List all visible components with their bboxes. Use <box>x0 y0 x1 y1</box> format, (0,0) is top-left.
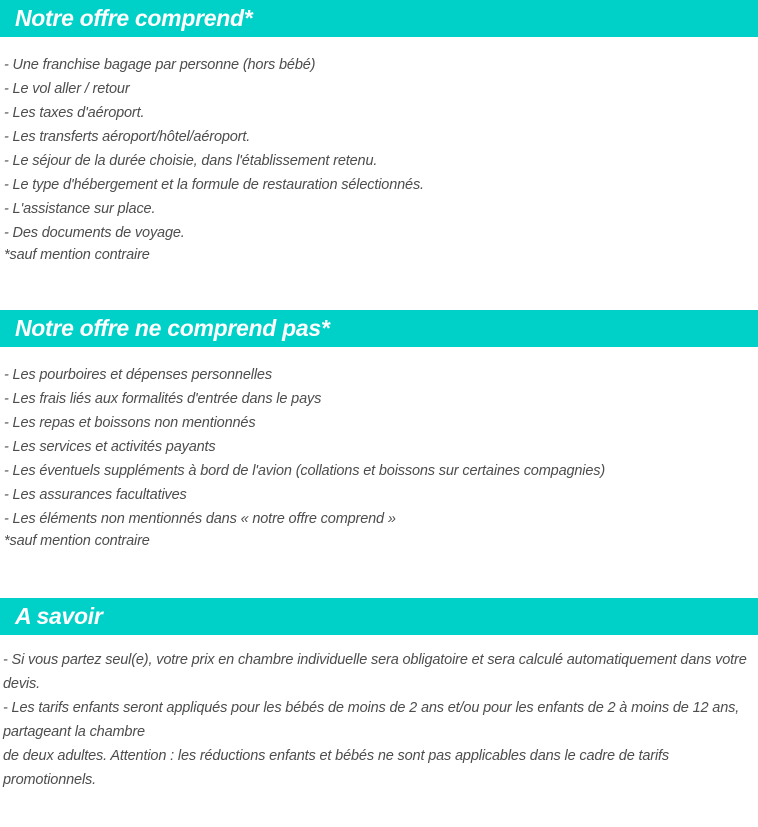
section-footnote: *sauf mention contraire <box>4 247 150 263</box>
list-item: - Le séjour de la durée choisie, dans l'établissement retenu. <box>4 153 378 169</box>
section-offer-excluded <box>0 310 758 551</box>
section-offer-included <box>0 0 758 265</box>
list-item: - Le type d'hébergement et la formule de restauration sélectionnés. <box>4 177 424 193</box>
list-item: - L'assistance sur place. <box>4 201 156 217</box>
section-body-good-to-know <box>0 648 758 792</box>
list-item: - Les taxes d'aéroport. <box>4 105 145 121</box>
list-item: - Le vol aller / retour <box>4 81 130 97</box>
section-header-good-to-know: A savoir <box>0 598 758 635</box>
section-gap-2 <box>0 551 758 598</box>
section-footnote: *sauf mention contraire <box>4 533 150 549</box>
list-item: - Les éléments non mentionnés dans « notre offre comprend » <box>4 511 396 527</box>
list-item: - Les pourboires et dépenses personnelles <box>4 367 272 383</box>
section-body-offer-included <box>0 53 758 265</box>
list-item: - Si vous partez seul(e), votre prix en chambre individuelle sera obligatoire et sera calculé automatiquement dans votre devis. <box>3 652 747 692</box>
section-gap-1 <box>0 265 758 310</box>
spacer-after-header-3 <box>0 635 758 648</box>
spacer-after-header-2 <box>0 347 758 363</box>
list-item: - Les éventuels suppléments à bord de l'avion (collations et boissons sur certaines compagnies) <box>4 463 606 479</box>
list-item: - Une franchise bagage par personne (hors bébé) <box>4 57 316 73</box>
list-item: - Les services et activités payants <box>4 439 216 455</box>
section-body-offer-excluded <box>0 363 758 551</box>
list-item: - Les transferts aéroport/hôtel/aéroport. <box>4 129 251 145</box>
list-item: - Les tarifs enfants seront appliqués pour les bébés de moins de 2 ans et/ou pour les enfants de 2 à moins de 12 ans, partageant la chambre <box>3 700 740 740</box>
list-item: - Des documents de voyage. <box>4 225 185 241</box>
list-item: - Les repas et boissons non mentionnés <box>4 415 256 431</box>
section-good-to-know <box>0 598 758 792</box>
section-header-offer-excluded: Notre offre ne comprend pas* <box>0 310 758 347</box>
spacer-after-header-1 <box>0 37 758 53</box>
list-item: de deux adultes. Attention : les réductions enfants et bébés ne sont pas applicables dans le cadre de tarifs promotionnels. <box>3 748 670 788</box>
list-item: - Les frais liés aux formalités d'entrée dans le pays <box>4 391 322 407</box>
section-header-offer-included: Notre offre comprend* <box>0 0 758 37</box>
list-item: - Les assurances facultatives <box>4 487 187 503</box>
